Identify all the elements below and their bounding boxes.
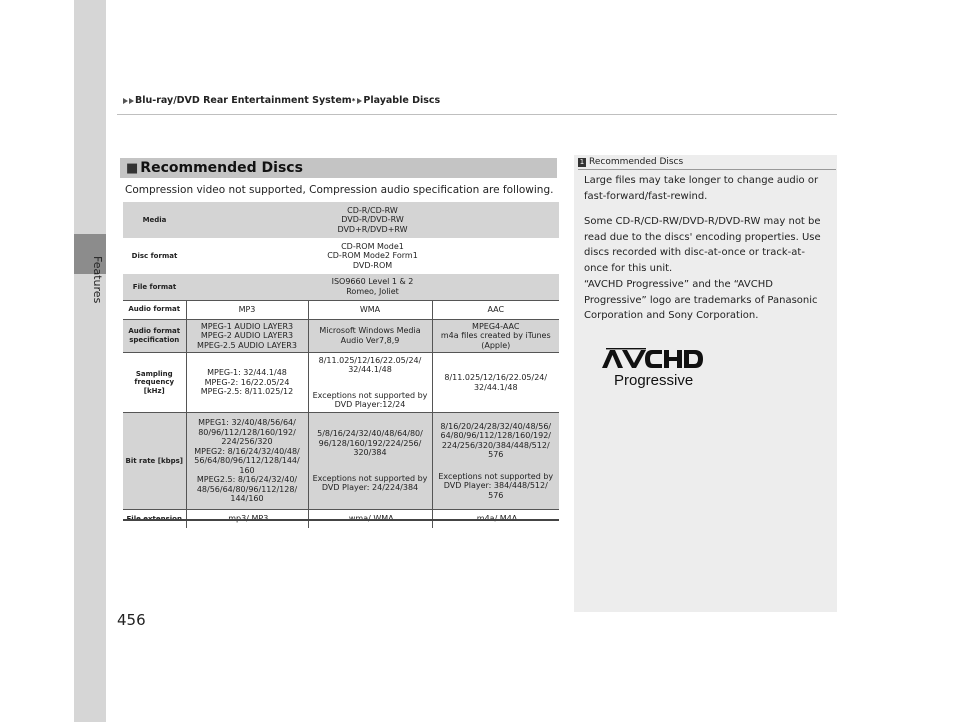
bitrate-aac-exceptions: Exceptions not supported by DVD Player: 384/448/512/ 576: [438, 471, 554, 500]
audio-spec-mp3: MPEG-1 AUDIO LAYER3 MPEG-2 AUDIO LAYER3 MPEG-2.5 AUDIO LAYER3: [186, 319, 308, 353]
avchd-progressive-text: Progressive: [614, 372, 694, 389]
header-divider: [117, 114, 837, 115]
audio-spec-aac: MPEG4-AAC m4a files created by iTunes (Apple): [432, 319, 559, 353]
row-header-file-format: File format: [123, 274, 186, 300]
note-heading: [578, 157, 683, 167]
bitrate-wma-values: 5/8/16/24/32/40/48/64/80/ 96/128/160/192/224/256/ 320/384: [317, 429, 423, 458]
note-number-icon: 1: [579, 157, 585, 166]
recommended-discs-table: [123, 202, 559, 528]
audio-format-aac: AAC: [432, 300, 559, 319]
sampling-mp3: MPEG-1: 32/44.1/48 MPEG-2: 16/22.05/24 MPEG-2.5: 8/11.025/12: [186, 353, 308, 413]
note-paragraph-large-files: Large files may take longer to change audio or fast-forward/fast-rewind.: [584, 175, 819, 202]
note-paragraph-trademarks: “AVCHD Progressive” and the “AVCHD Progressive” logo are trademarks of Panasonic Corporation and Sony Corporation.: [584, 279, 818, 321]
note-paragraph-discs: Some CD-R/CD-RW/DVD-R/DVD-RW may not be read due to the discs' encoding properties. Use discs recorded with disc-at-once or track-at-once for this unit.: [584, 216, 821, 274]
sampling-wma: [308, 353, 432, 413]
audio-format-wma: WMA: [308, 300, 432, 319]
breadcrumb-item-playable-discs: Playable Discs: [363, 95, 441, 106]
breadcrumb-arrow-icon: [129, 98, 134, 104]
table-row: [123, 300, 559, 319]
bitrate-aac: [432, 413, 559, 510]
breadcrumb-arrow-icon: [123, 98, 128, 104]
row-header-audio-spec: Audio format specification: [123, 319, 186, 353]
section-heading-bar: [120, 158, 557, 178]
table-bottom-rule: [123, 519, 559, 521]
sampling-aac: 8/11.025/12/16/22.05/24/ 32/44.1/48: [432, 353, 559, 413]
row-header-bitrate: Bit rate [kbps]: [123, 413, 186, 510]
file-format-value: ISO9660 Level 1 & 2 Romeo, Joliet: [186, 274, 559, 300]
page-number: 456: [117, 611, 146, 629]
table-row: [123, 238, 559, 274]
sampling-wma-values: 8/11.025/12/16/22.05/24/ 32/44.1/48: [318, 355, 422, 374]
breadcrumb: [123, 95, 440, 106]
section-title: Recommended Discs: [140, 160, 303, 176]
bitrate-wma: [308, 413, 432, 510]
bitrate-wma-exceptions: Exceptions not supported by DVD Player: 24/224/384: [312, 473, 428, 493]
section-square-icon: ■: [126, 160, 139, 176]
table-row: [123, 274, 559, 300]
disc-format-value: CD-ROM Mode1 CD-ROM Mode2 Form1 DVD-ROM: [186, 238, 559, 274]
table-row: [123, 413, 559, 510]
row-header-sampling: Sampling frequency [kHz]: [123, 353, 186, 413]
section-intro-text: Compression video not supported, Compression audio specification are following.: [125, 184, 554, 196]
breadcrumb-item-system: Blu-ray/DVD Rear Entertainment System: [135, 95, 352, 106]
note-divider: [578, 169, 836, 170]
row-header-audio-format: Audio format: [123, 300, 186, 319]
table-row: [123, 202, 559, 238]
breadcrumb-asterisk: *: [351, 96, 356, 105]
table-row: [123, 353, 559, 413]
audio-format-mp3: MP3: [186, 300, 308, 319]
sampling-wma-exceptions: Exceptions not supported by DVD Player:12/24: [312, 390, 428, 409]
bitrate-mp3: MPEG1: 32/40/48/56/64/ 80/96/112/128/160/192/ 224/256/320 MPEG2: 8/16/24/32/40/48/ 56/64/80/96/112/128/144/ 160 MPEG2.5: 8/16/24/32/40/ 48/56/64/80/96/112/128/ 144/160: [186, 413, 308, 510]
row-header-disc-format: Disc format: [123, 238, 186, 274]
bitrate-aac-values: 8/16/20/24/28/32/40/48/56/ 64/80/96/112/128/160/192/ 224/256/320/384/448/512/ 576: [440, 421, 552, 460]
media-value: CD-R/CD-RW DVD-R/DVD-RW DVD+R/DVD+RW: [186, 202, 559, 238]
row-header-media: Media: [123, 202, 186, 238]
side-section-label: Features: [91, 256, 104, 304]
audio-spec-wma: Microsoft Windows Media Audio Ver7,8,9: [308, 319, 432, 353]
note-title: Recommended Discs: [589, 157, 684, 167]
table-row: [123, 319, 559, 353]
breadcrumb-arrow-icon: [357, 98, 362, 104]
